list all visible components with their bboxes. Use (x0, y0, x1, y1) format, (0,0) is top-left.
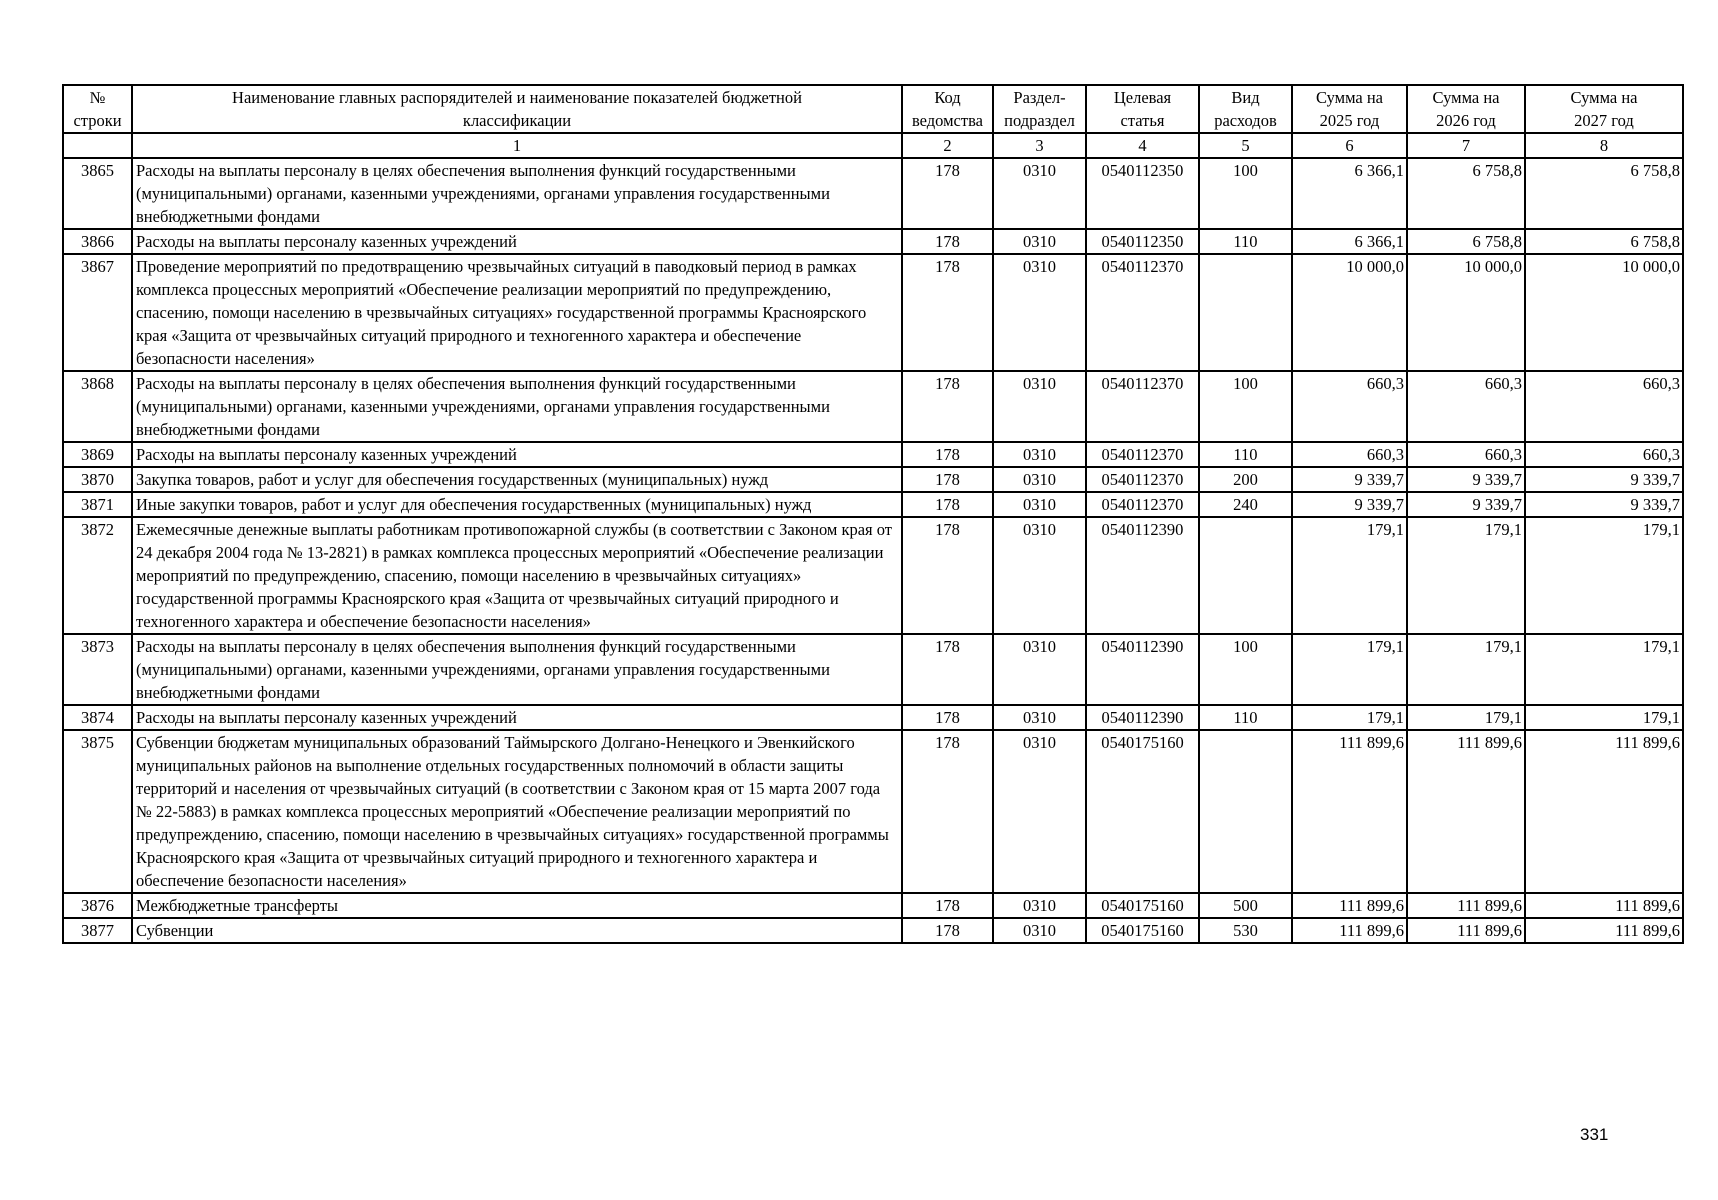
expense-type (1199, 730, 1292, 893)
row-number: 3865 (63, 158, 132, 229)
budget-table (62, 84, 1684, 944)
colnum: 7 (1407, 133, 1525, 158)
colnum: 2 (902, 133, 993, 158)
header-sum-2027: Сумма на 2027 год (1525, 85, 1683, 133)
target-article: 0540175160 (1086, 730, 1199, 893)
header-sum-2026: Сумма на 2026 год (1407, 85, 1525, 133)
column-number-row (63, 133, 1683, 158)
table-row (63, 517, 1683, 634)
sum-2025: 179,1 (1292, 517, 1407, 634)
row-number: 3870 (63, 467, 132, 492)
target-article: 0540112390 (1086, 705, 1199, 730)
sum-2026: 6 758,8 (1407, 158, 1525, 229)
header-section: Раздел- подраздел (993, 85, 1086, 133)
dept-code: 178 (902, 918, 993, 943)
dept-code: 178 (902, 492, 993, 517)
sum-2026: 6 758,8 (1407, 229, 1525, 254)
sum-2026: 111 899,6 (1407, 918, 1525, 943)
colnum: 1 (132, 133, 902, 158)
target-article: 0540112370 (1086, 254, 1199, 371)
header-target-article: Целевая статья (1086, 85, 1199, 133)
row-number: 3866 (63, 229, 132, 254)
dept-code: 178 (902, 229, 993, 254)
row-name: Расходы на выплаты персоналу казенных учреждений (132, 229, 902, 254)
sum-2026: 9 339,7 (1407, 467, 1525, 492)
section-code: 0310 (993, 158, 1086, 229)
target-article: 0540112390 (1086, 634, 1199, 705)
section-code: 0310 (993, 517, 1086, 634)
target-article: 0540112390 (1086, 517, 1199, 634)
table-row (63, 467, 1683, 492)
section-code: 0310 (993, 893, 1086, 918)
table-row (63, 158, 1683, 229)
sum-2025: 10 000,0 (1292, 254, 1407, 371)
expense-type: 240 (1199, 492, 1292, 517)
dept-code: 178 (902, 730, 993, 893)
page-number: 331 (1580, 1125, 1609, 1144)
header-expense-type: Вид расходов (1199, 85, 1292, 133)
section-code: 0310 (993, 442, 1086, 467)
colnum: 6 (1292, 133, 1407, 158)
sum-2026: 660,3 (1407, 371, 1525, 442)
dept-code: 178 (902, 467, 993, 492)
header-row-number: № строки (63, 85, 132, 133)
sum-2026: 179,1 (1407, 634, 1525, 705)
dept-code: 178 (902, 442, 993, 467)
expense-type: 100 (1199, 158, 1292, 229)
dept-code: 178 (902, 254, 993, 371)
sum-2025: 6 366,1 (1292, 158, 1407, 229)
header-row (63, 85, 1683, 133)
table-row (63, 634, 1683, 705)
row-number: 3875 (63, 730, 132, 893)
dept-code: 178 (902, 705, 993, 730)
section-code: 0310 (993, 918, 1086, 943)
table-row (63, 492, 1683, 517)
expense-type: 110 (1199, 705, 1292, 730)
sum-2027: 111 899,6 (1525, 893, 1683, 918)
section-code: 0310 (993, 371, 1086, 442)
sum-2025: 111 899,6 (1292, 893, 1407, 918)
section-code: 0310 (993, 730, 1086, 893)
sum-2026: 179,1 (1407, 705, 1525, 730)
row-number: 3876 (63, 893, 132, 918)
row-number: 3867 (63, 254, 132, 371)
sum-2027: 10 000,0 (1525, 254, 1683, 371)
expense-type: 110 (1199, 229, 1292, 254)
sum-2027: 9 339,7 (1525, 492, 1683, 517)
sum-2027: 9 339,7 (1525, 467, 1683, 492)
sum-2025: 6 366,1 (1292, 229, 1407, 254)
sum-2027: 660,3 (1525, 442, 1683, 467)
target-article: 0540175160 (1086, 893, 1199, 918)
row-number: 3871 (63, 492, 132, 517)
dept-code: 178 (902, 371, 993, 442)
dept-code: 178 (902, 893, 993, 918)
row-name: Расходы на выплаты персоналу казенных учреждений (132, 442, 902, 467)
sum-2027: 179,1 (1525, 517, 1683, 634)
target-article: 0540112370 (1086, 492, 1199, 517)
row-name: Иные закупки товаров, работ и услуг для обеспечения государственных (муниципальных) нужд (132, 492, 902, 517)
sum-2027: 179,1 (1525, 634, 1683, 705)
sum-2025: 111 899,6 (1292, 918, 1407, 943)
expense-type (1199, 254, 1292, 371)
target-article: 0540112350 (1086, 158, 1199, 229)
header-dept-code: Код ведомства (902, 85, 993, 133)
row-number: 3869 (63, 442, 132, 467)
expense-type (1199, 517, 1292, 634)
sum-2025: 660,3 (1292, 371, 1407, 442)
sum-2026: 9 339,7 (1407, 492, 1525, 517)
row-number: 3877 (63, 918, 132, 943)
table-row (63, 705, 1683, 730)
sum-2027: 111 899,6 (1525, 730, 1683, 893)
table-row (63, 918, 1683, 943)
target-article: 0540112370 (1086, 371, 1199, 442)
colnum: 4 (1086, 133, 1199, 158)
section-code: 0310 (993, 467, 1086, 492)
expense-type: 500 (1199, 893, 1292, 918)
table-row (63, 730, 1683, 893)
table-row (63, 371, 1683, 442)
section-code: 0310 (993, 254, 1086, 371)
table-row (63, 893, 1683, 918)
sum-2025: 660,3 (1292, 442, 1407, 467)
row-name: Расходы на выплаты персоналу казенных учреждений (132, 705, 902, 730)
target-article: 0540175160 (1086, 918, 1199, 943)
row-name: Проведение мероприятий по предотвращению чрезвычайных ситуаций в паводковый период в рамках комплекса процессных мероприятий «Обеспечение реализации мероприятий по предупреждению, спасению, помощи населению в чрезвычайных ситуациях» государственной программы Красноярского края «Защита от чрезвычайных ситуаций природного и техногенного характера и обеспечение безопасности населения» (132, 254, 902, 371)
sum-2025: 9 339,7 (1292, 467, 1407, 492)
sum-2026: 179,1 (1407, 517, 1525, 634)
sum-2027: 6 758,8 (1525, 158, 1683, 229)
colnum (63, 133, 132, 158)
section-code: 0310 (993, 634, 1086, 705)
table-row (63, 229, 1683, 254)
table-row (63, 442, 1683, 467)
sum-2025: 111 899,6 (1292, 730, 1407, 893)
expense-type: 530 (1199, 918, 1292, 943)
sum-2025: 179,1 (1292, 634, 1407, 705)
dept-code: 178 (902, 634, 993, 705)
expense-type: 110 (1199, 442, 1292, 467)
target-article: 0540112370 (1086, 442, 1199, 467)
sum-2025: 179,1 (1292, 705, 1407, 730)
expense-type: 100 (1199, 634, 1292, 705)
sum-2027: 660,3 (1525, 371, 1683, 442)
colnum: 3 (993, 133, 1086, 158)
row-name: Расходы на выплаты персоналу в целях обеспечения выполнения функций государственными (муниципальными) органами, казенными учреждениями, органами управления государственными внебюджетными фондами (132, 158, 902, 229)
sum-2026: 111 899,6 (1407, 730, 1525, 893)
row-name: Межбюджетные трансферты (132, 893, 902, 918)
section-code: 0310 (993, 705, 1086, 730)
target-article: 0540112350 (1086, 229, 1199, 254)
target-article: 0540112370 (1086, 467, 1199, 492)
table-body (63, 158, 1683, 943)
sum-2027: 6 758,8 (1525, 229, 1683, 254)
colnum: 8 (1525, 133, 1683, 158)
sum-2026: 10 000,0 (1407, 254, 1525, 371)
row-name: Закупка товаров, работ и услуг для обеспечения государственных (муниципальных) нужд (132, 467, 902, 492)
sum-2025: 9 339,7 (1292, 492, 1407, 517)
header-name: Наименование главных распорядителей и наименование показателей бюджетной классификации (132, 85, 902, 133)
colnum: 5 (1199, 133, 1292, 158)
expense-type: 100 (1199, 371, 1292, 442)
row-name: Расходы на выплаты персоналу в целях обеспечения выполнения функций государственными (муниципальными) органами, казенными учреждениями, органами управления государственными внебюджетными фондами (132, 634, 902, 705)
row-number: 3868 (63, 371, 132, 442)
expense-type: 200 (1199, 467, 1292, 492)
row-name: Ежемесячные денежные выплаты работникам противопожарной службы (в соответствии с Законом края от 24 декабря 2004 года № 13-2821) в рамках комплекса процессных мероприятий «Обеспечение реализации мероприятий по предупреждению, спасению, помощи населению в чрезвычайных ситуациях» государственной программы Красноярского края «Защита от чрезвычайных ситуаций природного и техногенного характера и обеспечение безопасности населения» (132, 517, 902, 634)
row-number: 3873 (63, 634, 132, 705)
row-name: Расходы на выплаты персоналу в целях обеспечения выполнения функций государственными (муниципальными) органами, казенными учреждениями, органами управления государственными внебюджетными фондами (132, 371, 902, 442)
dept-code: 178 (902, 517, 993, 634)
sum-2027: 111 899,6 (1525, 918, 1683, 943)
row-number: 3874 (63, 705, 132, 730)
budget-sheet (62, 84, 1682, 944)
sum-2026: 660,3 (1407, 442, 1525, 467)
section-code: 0310 (993, 492, 1086, 517)
header-sum-2025: Сумма на 2025 год (1292, 85, 1407, 133)
sum-2026: 111 899,6 (1407, 893, 1525, 918)
section-code: 0310 (993, 229, 1086, 254)
row-name: Субвенции (132, 918, 902, 943)
table-row (63, 254, 1683, 371)
row-number: 3872 (63, 517, 132, 634)
sum-2027: 179,1 (1525, 705, 1683, 730)
row-name: Субвенции бюджетам муниципальных образований Таймырского Долгано-Ненецкого и Эвенкийского муниципальных районов на выполнение отдельных государственных полномочий в области защиты территорий и населения от чрезвычайных ситуаций (в соответствии с Законом края от 15 марта 2007 года № 22-5883) в рамках комплекса процессных мероприятий «Обеспечение реализации мероприятий по предупреждению, спасению, помощи населению в чрезвычайных ситуациях» государственной программы Красноярского края «Защита от чрезвычайных ситуаций природного и техногенного характера и обеспечение безопасности населения» (132, 730, 902, 893)
dept-code: 178 (902, 158, 993, 229)
